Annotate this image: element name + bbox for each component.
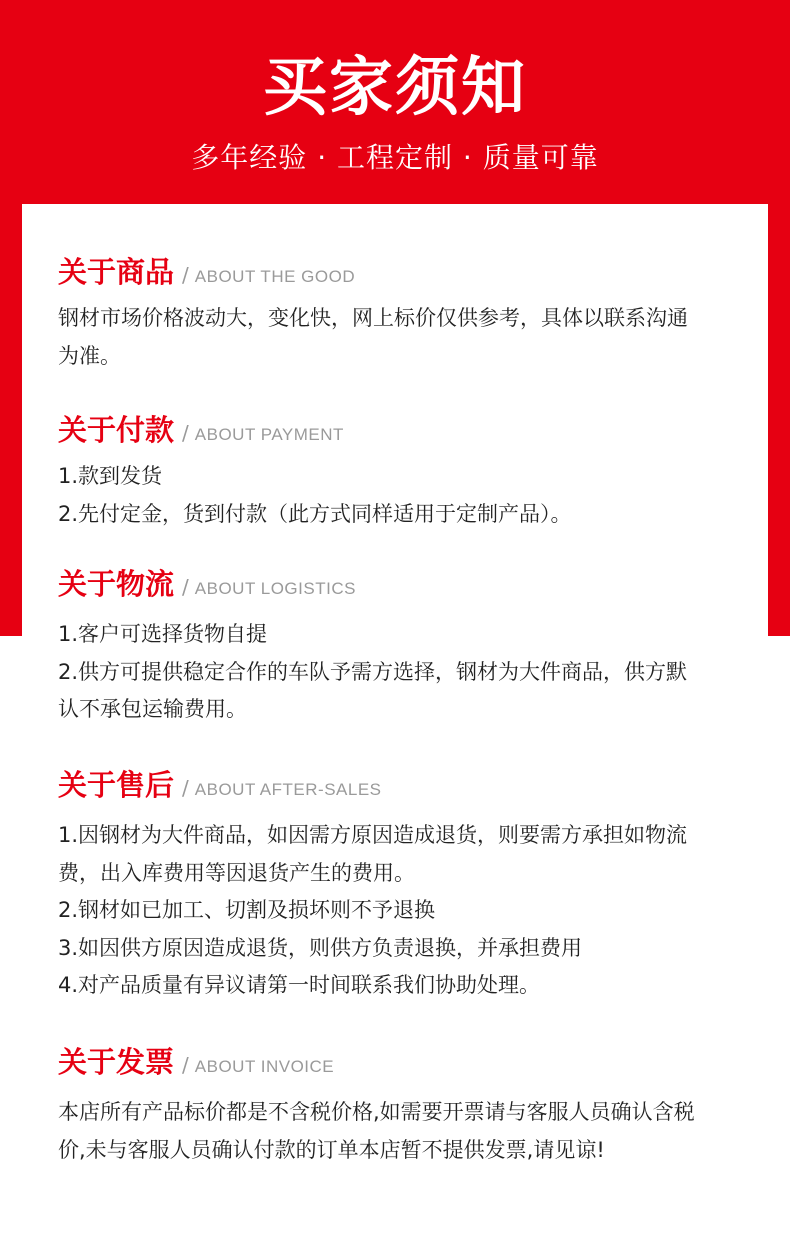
section-line: 费，出入库费用等因退货产生的费用。	[58, 860, 415, 885]
section-line: 认不承包运输费用。	[58, 697, 247, 721]
section-header	[58, 765, 748, 805]
section-line: 4.对产品质量有异议请第一时间联系我们协助处理。	[58, 973, 541, 997]
section-line: 2.钢材如已加工、切割及损坏则不予退换	[58, 898, 436, 922]
section-line: 3.如因供方原因造成退货，则供方负责退换，并承担费用	[58, 935, 583, 960]
section-payment	[58, 410, 748, 533]
section-english-title: ABOUT THE GOOD	[194, 267, 356, 286]
section-header	[58, 564, 748, 604]
section-header	[58, 410, 748, 450]
section-title: 关于物流	[58, 567, 175, 601]
section-line: 本店所有产品标价都是不含税价格,如需要开票请与客服人员确认含税	[58, 1100, 695, 1124]
section-separator: /	[182, 1053, 189, 1077]
section-title: 关于售后	[58, 768, 175, 802]
section-line: 为准。	[58, 343, 121, 368]
section-line: 1.客户可选择货物自提	[58, 622, 268, 646]
section-title: 关于付款	[58, 413, 175, 447]
section-english-title: ABOUT INVOICE	[194, 1057, 335, 1076]
section-separator: /	[182, 776, 189, 800]
section-separator: /	[182, 421, 189, 445]
section-english-title: ABOUT PAYMENT	[194, 425, 344, 444]
section-title: 关于商品	[58, 255, 175, 289]
page-title: 买家须知	[263, 51, 527, 125]
section-body	[58, 1094, 748, 1169]
section-line: 钢材市场价格波动大，变化快，网上标价仅供参考，具体以联系沟通	[58, 306, 688, 330]
section-english-title: ABOUT LOGISTICS	[194, 579, 356, 598]
section-after-sales	[58, 765, 748, 1005]
page-subtitle: 多年经验 · 工程定制 · 质量可靠	[191, 141, 599, 174]
section-line: 1.款到发货	[58, 464, 163, 488]
section-english-title: ABOUT AFTER-SALES	[194, 780, 382, 799]
section-line: 1.因钢材为大件商品，如因需方原因造成退货，则要需方承担如物流	[58, 823, 688, 847]
section-body	[58, 817, 748, 1005]
section-goods	[58, 252, 748, 375]
section-line: 2.供方可提供稳定合作的车队予需方选择，钢材为大件商品，供方默	[58, 659, 688, 684]
section-header	[58, 252, 748, 292]
section-separator: /	[182, 575, 189, 599]
section-logistics	[58, 564, 748, 729]
section-header	[58, 1042, 748, 1082]
section-invoice	[58, 1042, 748, 1169]
section-line: 价,未与客服人员确认付款的订单本店暂不提供发票,请见谅!	[58, 1137, 605, 1162]
header-banner	[0, 0, 790, 204]
section-separator: /	[182, 263, 189, 287]
section-title: 关于发票	[58, 1045, 175, 1079]
section-body	[58, 300, 748, 375]
section-body	[58, 616, 748, 729]
section-line: 2.先付定金，货到付款（此方式同样适用于定制产品）。	[58, 501, 572, 526]
section-body	[58, 458, 748, 533]
notice-card	[22, 204, 768, 1248]
